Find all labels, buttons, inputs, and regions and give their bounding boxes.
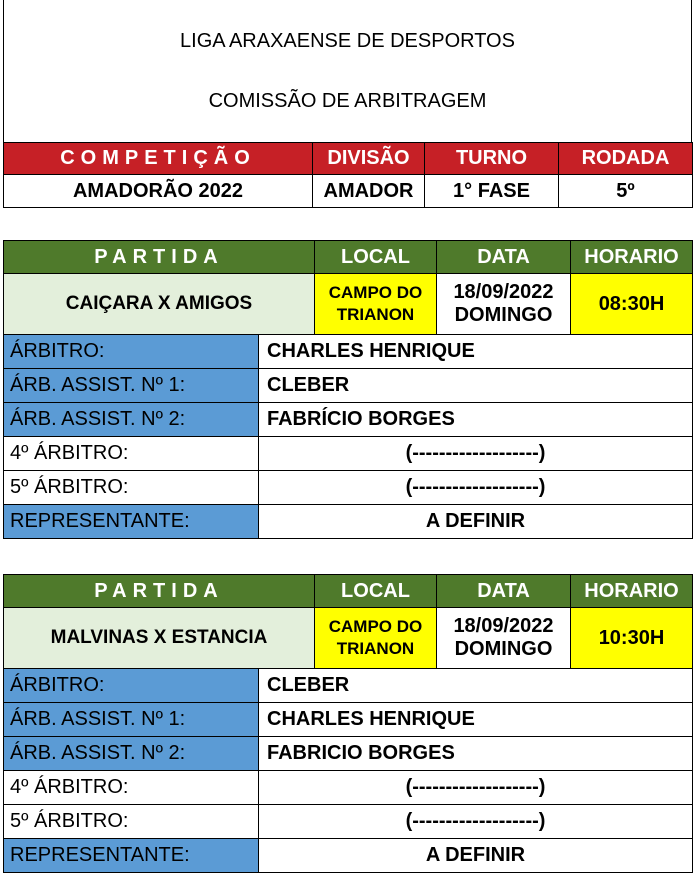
role-label: REPRESENTANTE: <box>4 505 259 539</box>
match-time: 10:30H <box>571 608 693 669</box>
match-local <box>315 608 437 669</box>
role-value: CLEBER <box>259 669 693 703</box>
date-value: 18/09/2022 <box>453 615 554 637</box>
document-header <box>3 0 692 142</box>
match-date <box>437 274 571 335</box>
match-local <box>315 274 437 335</box>
local-header: LOCAL <box>315 241 437 274</box>
divisao-header: DIVISÃO <box>313 143 425 175</box>
role-value: A DEFINIR <box>259 839 693 873</box>
local-header: LOCAL <box>315 575 437 608</box>
horario-header: HORARIO <box>571 241 693 274</box>
competition-table <box>3 142 693 208</box>
role-label: ÁRBITRO: <box>4 669 259 703</box>
role-label: 5º ÁRBITRO: <box>4 471 259 505</box>
match-time: 08:30H <box>571 274 693 335</box>
role-label: ÁRB. ASSIST. Nº 1: <box>4 369 259 403</box>
divisao-value: AMADOR <box>313 175 425 208</box>
commission-name: COMISSÃO DE ARBITRAGEM <box>208 90 487 112</box>
role-label: 4º ÁRBITRO: <box>4 437 259 471</box>
local-line2: TRIANON <box>336 305 415 324</box>
date-value: 18/09/2022 <box>453 281 554 303</box>
horario-header: HORARIO <box>571 575 693 608</box>
league-name: LIGA ARAXAENSE DE DESPORTOS <box>180 30 515 52</box>
data-header: DATA <box>437 241 571 274</box>
role-label: REPRESENTANTE: <box>4 839 259 873</box>
turno-header: TURNO <box>425 143 559 175</box>
match-teams: MALVINAS X ESTANCIA <box>4 608 315 669</box>
weekday-value: DOMINGO <box>454 304 553 326</box>
role-label: ÁRB. ASSIST. Nº 2: <box>4 737 259 771</box>
role-value: (-------------------) <box>259 471 693 505</box>
role-label: ÁRB. ASSIST. Nº 1: <box>4 703 259 737</box>
competicao-header: COMPETIÇÃO <box>4 143 313 175</box>
turno-value: 1° FASE <box>425 175 559 208</box>
role-value: (-------------------) <box>259 437 693 471</box>
match-table <box>3 574 693 873</box>
role-value: CHARLES HENRIQUE <box>259 703 693 737</box>
match-date <box>437 608 571 669</box>
role-value: (-------------------) <box>259 805 693 839</box>
role-value: (-------------------) <box>259 771 693 805</box>
match-table <box>3 240 693 539</box>
role-label: 4º ÁRBITRO: <box>4 771 259 805</box>
partida-header: PARTIDA <box>4 575 315 608</box>
role-label: ÁRB. ASSIST. Nº 2: <box>4 403 259 437</box>
local-line1: CAMPO DO <box>328 617 423 636</box>
role-value: A DEFINIR <box>259 505 693 539</box>
competicao-value: AMADORÃO 2022 <box>4 175 313 208</box>
match-teams: CAIÇARA X AMIGOS <box>4 274 315 335</box>
role-value: CLEBER <box>259 369 693 403</box>
rodada-header: RODADA <box>559 143 693 175</box>
role-value: FABRÍCIO BORGES <box>259 403 693 437</box>
data-header: DATA <box>437 575 571 608</box>
partida-header: PARTIDA <box>4 241 315 274</box>
local-line1: CAMPO DO <box>328 283 423 302</box>
weekday-value: DOMINGO <box>454 638 553 660</box>
role-value: CHARLES HENRIQUE <box>259 335 693 369</box>
role-label: ÁRBITRO: <box>4 335 259 369</box>
role-value: FABRICIO BORGES <box>259 737 693 771</box>
role-label: 5º ÁRBITRO: <box>4 805 259 839</box>
rodada-value: 5º <box>559 175 693 208</box>
local-line2: TRIANON <box>336 639 415 658</box>
